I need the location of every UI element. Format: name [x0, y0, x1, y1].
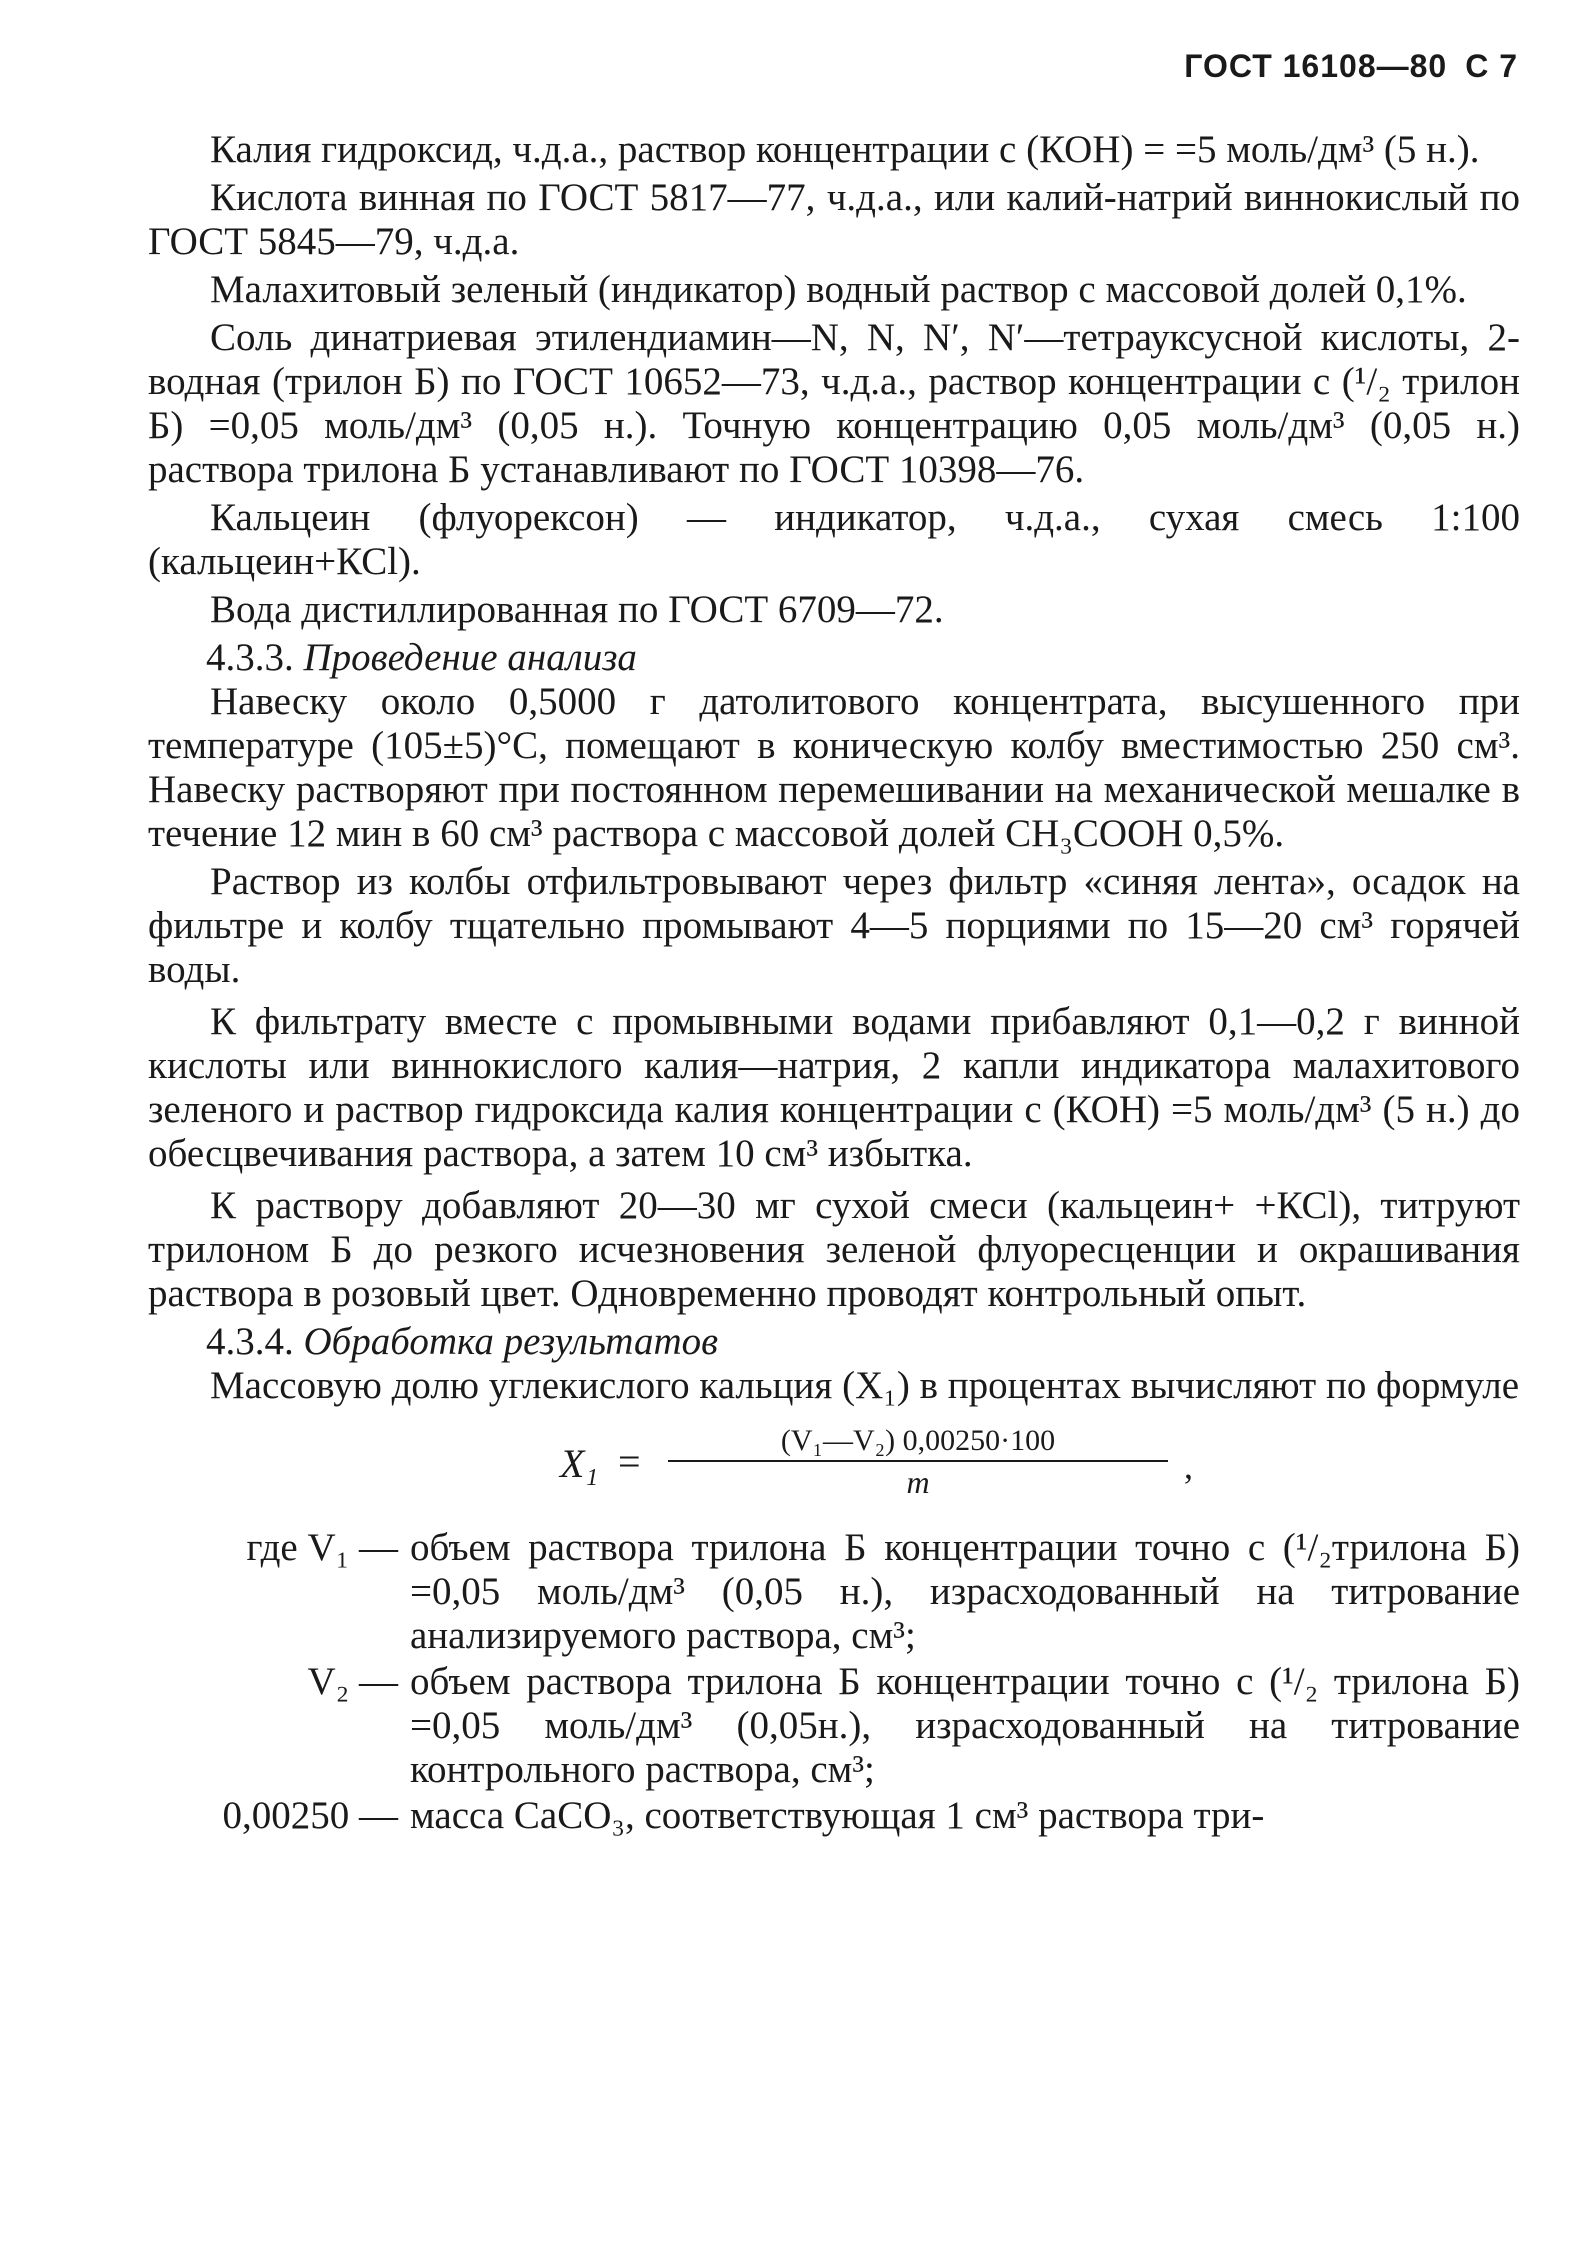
- formula: [148, 1422, 1520, 1518]
- procedure-paragraph: К фильтрату вместе с промывными водами прибавляют 0,1—0,2 г винной кислоты или виннокислого калия—натрия, 2 капли индикатора малахитового зеленого и раствор гидроксида калия концентрации с (КОН) =5 моль/дм³ (5 н.) до обесцвечивания раствора, а затем 10 см³ избытка.: [148, 1000, 1520, 1175]
- reagent-calcein: Кальцеин (флуорексон) — индикатор, ч.д.а., сухая смесь 1:100 (кальцеин+КСl).: [148, 496, 1520, 583]
- formula-intro: Массовую долю углекислого кальция (X₁) в процентах вычисляют по формуле: [210, 1364, 1520, 1407]
- definition-item: [148, 1660, 1520, 1792]
- formula-equals: =: [618, 1439, 641, 1484]
- formula-fraction: [668, 1422, 1168, 1502]
- formula-numerator: (V₁—V₂) 0,00250·100: [668, 1422, 1168, 1462]
- procedure-paragraph: Навеску около 0,5000 г датолитового концентрата, высушенного при температуре (105±5)°С, помещают в коническую колбу вместимостью 250 см³. Навеску растворяют при постоянном перемешивании на механической мешалке в течение 12 мин в 60 см³ раствора с массовой долей СН₃СООН 0,5%.: [148, 680, 1520, 855]
- reagent-trilon-b: Соль динатриевая этилендиамин—N, N, N′, N′—тетрауксусной кислоты, 2-водная (трилон Б) по ГОСТ 10652—73, ч.д.а., раствор концентрации с (¹/₂ трилон Б) =0,05 моль/дм³ (0,05 н.). Точную концентрацию 0,05 моль/дм³ (0,05 н.) раствора трилона Б устанавливают по ГОСТ 10398—76.: [148, 316, 1520, 491]
- document-body: [148, 128, 1520, 1840]
- definition-term: 0,00250 —: [222, 1794, 398, 1837]
- reagent-malachite-green: Малахитовый зеленый (индикатор) водный раствор с массовой долей 0,1%.: [210, 268, 1467, 311]
- definition-item: [148, 1794, 1520, 1838]
- definition-text: масса СаСО₃, соответствующая 1 см³ раствора три-: [410, 1794, 1265, 1837]
- definitions-list: [148, 1526, 1520, 1838]
- reagent-distilled-water: Вода дистиллированная по ГОСТ 6709—72.: [210, 588, 944, 631]
- page-header: [1184, 48, 1518, 85]
- definition-term: V₂ —: [307, 1660, 398, 1703]
- formula-denominator: m: [906, 1464, 930, 1500]
- definition-text: объем раствора трилона Б концентрации точно с (¹/₂ трилона Б) =0,05 моль/дм³ (0,05н.), израсходованный на титрование контрольного раствора, см³;: [410, 1660, 1520, 1791]
- definition-item: [148, 1526, 1520, 1658]
- section-heading-434: [148, 1320, 1520, 1364]
- section-number: 4.3.3.: [206, 636, 294, 679]
- reagent-potassium-hydroxide: Калия гидроксид, ч.д.а., раствор концентрации с (КОН) = =5 моль/дм³ (5 н.).: [210, 128, 1480, 171]
- standard-number: ГОСТ 16108—80: [1184, 48, 1448, 84]
- procedure-paragraph: К раствору добавляют 20—30 мг сухой смеси (кальцеин+ +КСl), титруют трилоном Б до резкого исчезновения зеленой флуоресценции и окрашивания раствора в розовый цвет. Одновременно проводят контрольный опыт.: [148, 1184, 1520, 1315]
- procedure-paragraph: Раствор из колбы отфильтровывают через фильтр «синяя лента», осадок на фильтре и колбу тщательно промывают 4—5 порциями по 15—20 см³ горячей воды.: [148, 860, 1520, 991]
- definition-text: объем раствора трилона Б концентрации точно с (¹/₂трилона Б) =0,05 моль/дм³ (0,05 н.), израсходованный на титрование анализируемого раствора, см³;: [410, 1526, 1520, 1657]
- section-title: Обработка результатов: [303, 1320, 719, 1363]
- page-number: С 7: [1465, 48, 1518, 84]
- section-title: Проведение анализа: [303, 636, 637, 679]
- reagent-tartaric-acid: Кислота винная по ГОСТ 5817—77, ч.д.а., или калий-натрий виннокислый по ГОСТ 5845—79, ч.д.а.: [148, 176, 1520, 263]
- formula-trail: ,: [1184, 1446, 1193, 1486]
- section-heading-433: [148, 636, 1520, 680]
- formula-lhs: X₁: [560, 1441, 599, 1486]
- definition-term: где V₁ —: [246, 1526, 398, 1569]
- section-number: 4.3.4.: [206, 1320, 294, 1363]
